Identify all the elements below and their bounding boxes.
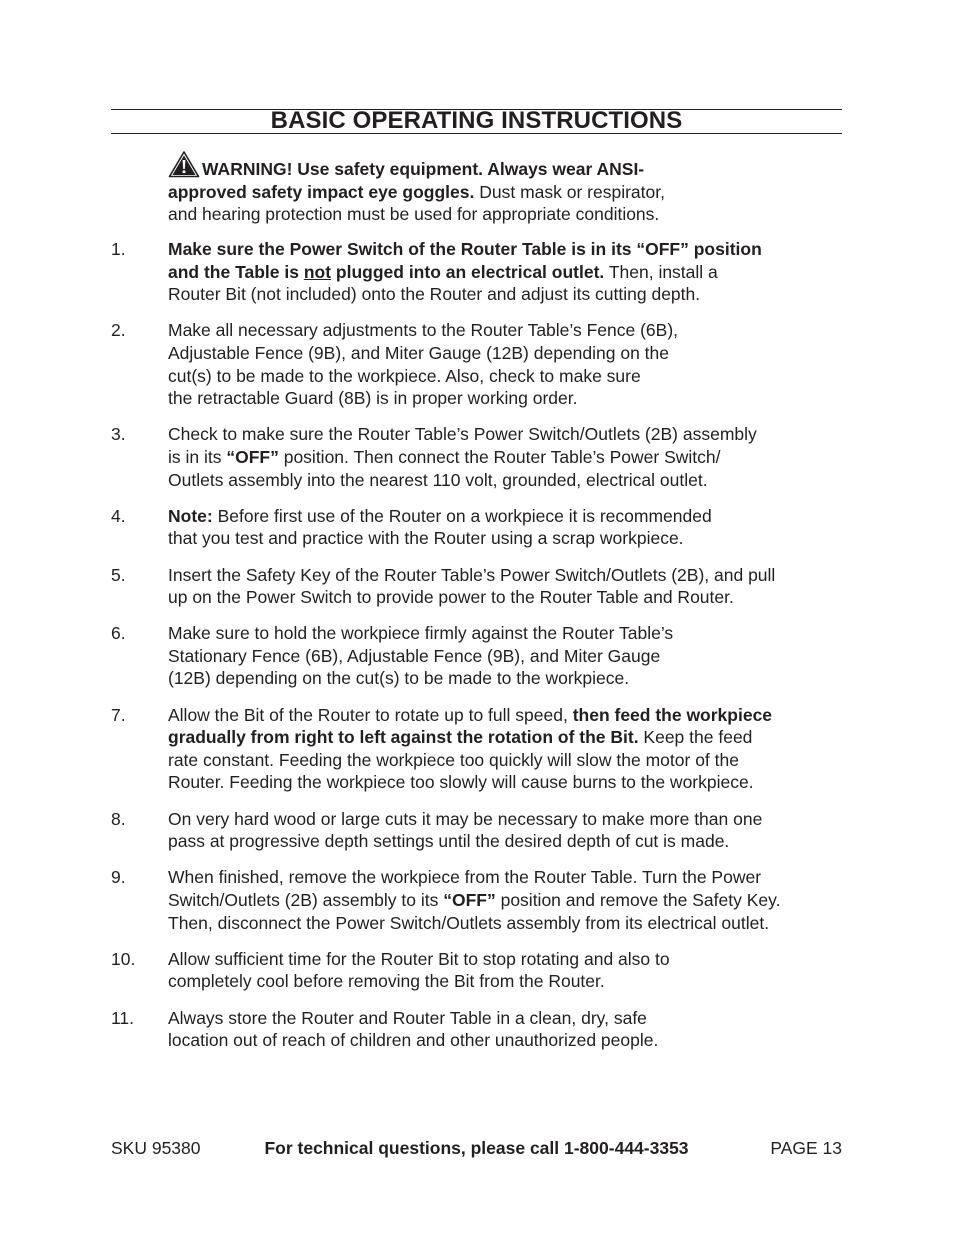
bold-text: then feed the workpiece <box>572 704 773 725</box>
bold-text: plugged into an electrical outlet. <box>331 261 605 282</box>
item-text <box>168 238 842 306</box>
item-line: Stationary Fence (6B), Adjustable Fence (9B), and Miter Gauge <box>168 645 661 666</box>
warning-triangle-icon <box>168 150 200 178</box>
item-line: completely cool before removing the Bit from the Router. <box>168 971 605 992</box>
instruction-item <box>111 948 842 993</box>
item-text <box>168 622 842 690</box>
warning-headline: WARNING! Use safety equipment. Always wear ANSI- <box>202 159 645 179</box>
bold-text: “OFF” <box>443 890 496 910</box>
item-number: 1. <box>111 239 126 259</box>
plain-text: Before first use of the Router on a workpiece it is recommended <box>212 505 712 526</box>
instruction-item <box>111 808 842 853</box>
item-text <box>168 505 842 550</box>
item-line: the retractable Guard (8B) is in proper working order. <box>168 388 578 409</box>
instruction-item <box>111 505 842 550</box>
warning-line-3: and hearing protection must be used for appropriate conditions. <box>168 204 660 225</box>
bold-text: Note: <box>168 505 213 526</box>
item-line: rate constant. Feeding the workpiece too quickly will slow the motor of the <box>168 749 739 770</box>
item-line: Check to make sure the Router Table’s Power Switch/Outlets (2B) assembly <box>168 424 757 445</box>
item-text <box>168 423 842 491</box>
item-number: 11. <box>111 1007 135 1028</box>
item-line: Allow sufficient time for the Router Bit to stop rotating and also to <box>168 948 670 969</box>
item-line <box>168 261 842 284</box>
footer-sku: SKU 95380 <box>111 1138 201 1158</box>
item-line: Make sure to hold the workpiece firmly against the Router Table’s <box>168 623 674 644</box>
item-line <box>168 446 842 469</box>
item-line <box>168 238 842 261</box>
underlined-text: not <box>303 261 332 282</box>
plain-text: is in its <box>168 446 227 467</box>
instructions-list <box>111 238 842 1065</box>
instruction-item <box>111 238 842 306</box>
bold-text: “OFF” <box>226 446 279 467</box>
item-line: (12B) depending on the cut(s) to be made to the workpiece. <box>168 668 630 689</box>
item-line: When finished, remove the workpiece from the Router Table. Turn the Power <box>168 867 762 888</box>
item-number: 10. <box>111 948 136 969</box>
item-line: location out of reach of children and other unauthorized people. <box>168 1030 659 1051</box>
warning-goggles-text: approved safety impact eye goggles. <box>168 181 475 202</box>
item-text <box>168 704 842 794</box>
footer-contact: For technical questions, please call 1-800-444-3353 <box>264 1138 689 1158</box>
item-line: that you test and practice with the Router using a scrap workpiece. <box>168 528 684 549</box>
item-text <box>168 866 842 934</box>
instruction-item <box>111 622 842 690</box>
instruction-item <box>111 1007 842 1052</box>
plain-text: Keep the feed <box>638 727 753 748</box>
footer-page-number: PAGE 13 <box>770 1138 842 1158</box>
item-line <box>168 505 842 528</box>
item-number: 7. <box>111 704 126 725</box>
item-text <box>168 564 842 609</box>
plain-text: Then, install a <box>604 261 718 282</box>
plain-text: position. Then connect the Router Table’s Power Switch/ <box>278 446 721 467</box>
instruction-item <box>111 704 842 794</box>
item-text <box>168 808 842 853</box>
instruction-item <box>111 423 842 491</box>
item-text <box>168 319 842 409</box>
item-line: Always store the Router and Router Table in a clean, dry, safe <box>168 1007 647 1028</box>
bold-text: Make sure the Power Switch of the Router Table is in its “OFF” position <box>168 239 762 259</box>
warning-mask-text: Dust mask or respirator, <box>474 181 665 202</box>
item-number: 2. <box>111 320 126 341</box>
item-text <box>168 1007 842 1052</box>
item-line: On very hard wood or large cuts it may be necessary to make more than one <box>168 808 763 829</box>
item-line: Then, disconnect the Power Switch/Outlets assembly from its electrical outlet. <box>168 912 770 933</box>
warning-line-1 <box>168 150 788 181</box>
item-line <box>168 889 842 912</box>
instruction-item <box>111 319 842 409</box>
plain-text: Allow the Bit of the Router to rotate up to full speed, <box>168 704 573 725</box>
item-line: Outlets assembly into the nearest 110 volt, grounded, electrical outlet. <box>168 469 708 490</box>
item-line: cut(s) to be made to the workpiece. Also, check to make sure <box>168 365 641 386</box>
item-line: pass at progressive depth settings until the desired depth of cut is made. <box>168 831 730 852</box>
item-line: Insert the Safety Key of the Router Table’s Power Switch/Outlets (2B), and pull <box>168 564 776 585</box>
item-number: 4. <box>111 505 126 526</box>
bold-text <box>168 262 604 282</box>
item-number: 3. <box>111 424 126 445</box>
page-title: BASIC OPERATING INSTRUCTIONS <box>270 107 683 134</box>
item-number: 5. <box>111 564 126 585</box>
item-text <box>168 948 842 993</box>
item-number: 9. <box>111 867 126 888</box>
instruction-item <box>111 866 842 934</box>
item-line: Adjustable Fence (9B), and Miter Gauge (12B) depending on the <box>168 342 670 363</box>
bold-text: gradually from right to left against the rotation of the Bit. <box>168 727 639 748</box>
plain-text: Switch/Outlets (2B) assembly to its <box>168 890 444 910</box>
item-line: Router. Feeding the workpiece too slowly will cause burns to the workpiece. <box>168 772 754 793</box>
item-number: 8. <box>111 808 126 829</box>
item-line <box>168 726 842 749</box>
instruction-item <box>111 564 842 609</box>
item-number: 6. <box>111 623 126 644</box>
bold-text: and the Table is <box>168 261 304 282</box>
plain-text: position and remove the Safety Key. <box>495 890 781 910</box>
item-line: Router Bit (not included) onto the Router and adjust its cutting depth. <box>168 284 701 305</box>
warning-line-2 <box>168 181 788 204</box>
warning-block <box>168 150 788 226</box>
item-line <box>168 704 842 727</box>
title-bottom-rule <box>111 133 842 134</box>
page-footer <box>111 1136 842 1160</box>
item-line: up on the Power Switch to provide power to the Router Table and Router. <box>168 587 734 608</box>
item-line: Make all necessary adjustments to the Router Table’s Fence (6B), <box>168 320 679 341</box>
